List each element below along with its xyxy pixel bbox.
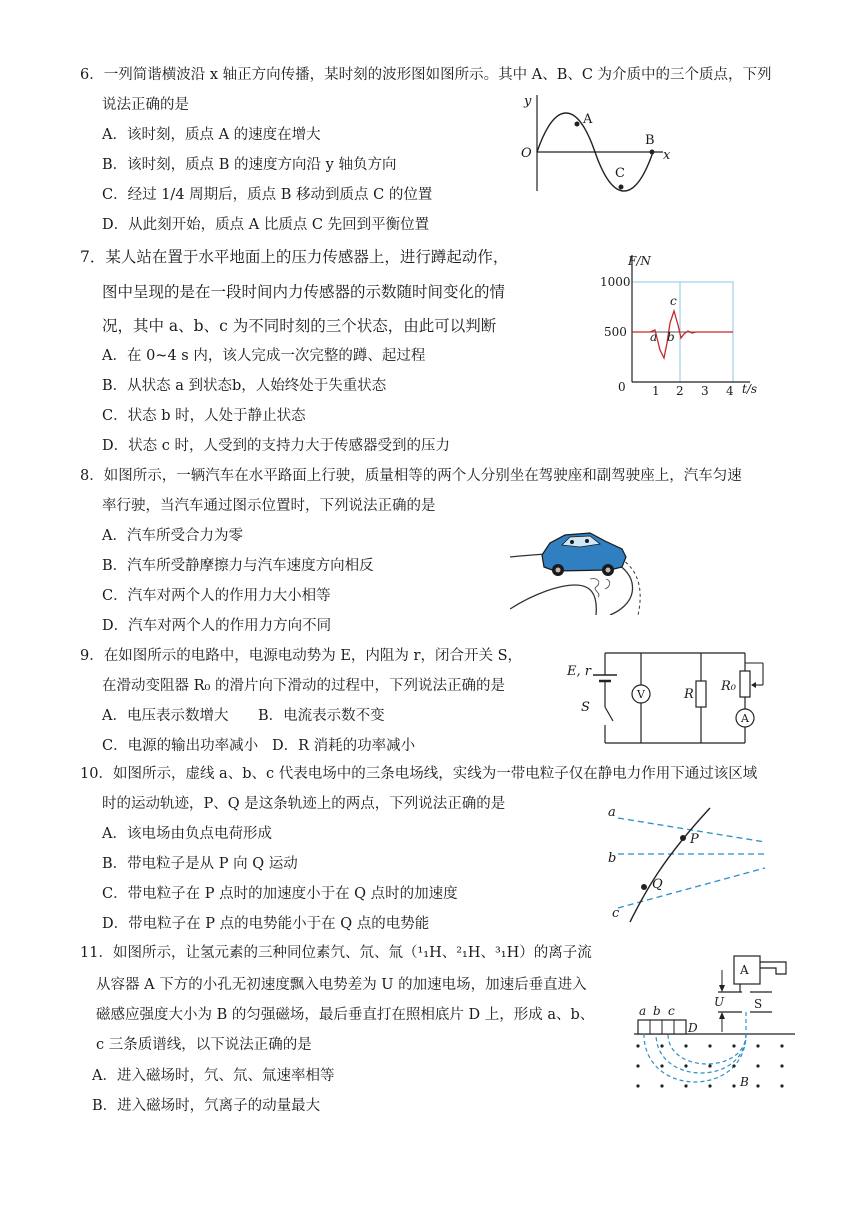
q8-car-body	[542, 533, 626, 576]
q7-xtick-3: 3	[701, 384, 709, 398]
q7-option-b[interactable]: B．从状态 a 到状态b，人始终处于失重状态	[102, 378, 387, 394]
q7-state-c: c	[670, 294, 677, 308]
q10-label-a: a	[608, 805, 616, 820]
q11-mass-spectrometer-figure	[630, 950, 800, 1102]
q6-option-c[interactable]: C．经过 1/4 周期后，质点 B 移动到质点 C 的位置	[102, 187, 433, 203]
q10-trajectory	[630, 808, 710, 922]
q6-wave-figure	[515, 95, 675, 200]
q11-option-a[interactable]: A．进入磁场时，氕、氘、氚速率相等	[92, 1068, 335, 1084]
q10-label-q: Q	[652, 877, 663, 892]
q7-force-curve	[632, 311, 733, 358]
q9-label-r0: R₀	[721, 679, 736, 694]
q9-stem-line1: 9．在如图所示的电路中，电源电动势为 E，内阻为 r，闭合开关 S，	[80, 648, 522, 664]
q7-state-a: a	[650, 330, 658, 344]
q6-option-a[interactable]: A．该时刻，质点 A 的速度在增大	[102, 127, 321, 143]
q7-origin: 0	[618, 380, 626, 394]
q8-option-b[interactable]: B．汽车所受静摩擦力与汽车速度方向相反	[102, 558, 374, 574]
q6-stem-line1: 6．一列简谐横波沿 x 轴正方向传播，某时刻的波形图如图所示。其中 A、B、C 为介质中的三个质点，下列	[80, 67, 772, 83]
q11-label-b-field: B	[740, 1075, 749, 1089]
q6-label-a: A	[583, 112, 593, 127]
q9-option-d[interactable]: D．R 消耗的功率减小	[272, 738, 416, 754]
q6-option-d[interactable]: D．从此刻开始，质点 A 比质点 C 先回到平衡位置	[102, 217, 430, 233]
q10-field-figure	[600, 800, 775, 925]
q8-stem-line2: 率行驶，当汽车通过图示位置时，下列说法正确的是	[102, 498, 436, 514]
q6-point-c	[619, 185, 624, 190]
q7-xtick-2: 2	[676, 384, 684, 398]
q9-rheostat-r0	[740, 671, 750, 697]
q10-label-b: b	[608, 851, 617, 866]
q11-label-c: c	[668, 1004, 675, 1018]
q9-label-v: V	[637, 688, 645, 701]
q8-option-c[interactable]: C．汽车对两个人的作用力大小相等	[102, 588, 331, 604]
q9-label-r: R	[684, 687, 694, 702]
q7-y-label: F/N	[628, 254, 651, 268]
q6-stem-line2: 说法正确的是	[102, 97, 189, 113]
q10-option-d[interactable]: D．带电粒子在 P 点的电势能小于在 Q 点的电势能	[102, 916, 430, 932]
q9-resistor-r	[696, 681, 706, 707]
q9-option-c[interactable]: C．电源的输出功率减小	[102, 738, 259, 754]
q11-stem-line4: c 三条质谱线，以下说法正确的是	[96, 1037, 312, 1053]
q9-circuit-figure	[563, 645, 778, 750]
q11-label-container: A	[740, 963, 749, 977]
q7-option-d[interactable]: D．状态 c 时，人受到的支持力大于传感器受到的压力	[102, 438, 450, 454]
q7-x-label: t/s	[742, 382, 758, 396]
q11-option-b[interactable]: B．进入磁场时，氕离子的动量最大	[92, 1098, 321, 1114]
q7-force-graph	[600, 245, 770, 405]
q9-switch	[605, 707, 613, 721]
q9-label-s: S	[581, 700, 590, 715]
q11-label-d: D	[688, 1021, 698, 1035]
q11-stem-line3: 磁感应强度大小为 B 的匀强磁场，最后垂直打在照相底片 D 上，形成 a、b、	[96, 1007, 595, 1023]
q7-xtick-4: 4	[726, 384, 734, 398]
q10-point-p	[680, 835, 686, 841]
q10-option-b[interactable]: B．带电粒子是从 P 向 Q 运动	[102, 856, 298, 872]
q7-stem-line2: 图中呈现的是在一段时间内力传感器的示数随时间变化的情	[102, 283, 506, 301]
q6-label-c: C	[615, 166, 625, 181]
q9-label-a: A	[741, 712, 749, 725]
q11-label-b: b	[653, 1004, 661, 1018]
q9-stem-line2: 在滑动变阻器 R₀ 的滑片向下滑动的过程中，下列说法正确的是	[102, 678, 505, 694]
q8-stem-line1: 8．如图所示，一辆汽车在水平路面上行驶，质量相等的两个人分别坐在驾驶座和副驾驶座上，汽车匀速	[80, 468, 742, 484]
q10-point-q	[641, 884, 647, 890]
q7-option-a[interactable]: A．在 0~4 s 内，该人完成一次完整的蹲、起过程	[102, 348, 426, 364]
q10-stem-line1: 10．如图所示，虚线 a、b、c 代表电场中的三条电场线，实线为一带电粒子仅在静电力作用下通过该区域	[80, 766, 758, 782]
q10-option-a[interactable]: A．该电场由负点电荷形成	[102, 826, 272, 842]
q9-option-a[interactable]: A．电压表示数增大	[102, 708, 229, 724]
q6-y-label: y	[524, 95, 532, 109]
q8-option-a[interactable]: A．汽车所受合力为零	[102, 528, 243, 544]
q9-option-b[interactable]: B．电流表示数不变	[258, 708, 385, 724]
q11-track-c	[668, 1034, 746, 1064]
q6-point-a	[575, 122, 580, 127]
q8-car-figure	[510, 523, 660, 615]
q7-state-b: b	[667, 330, 675, 344]
q11-label-u: U	[714, 995, 725, 1009]
q10-stem-line2: 时的运动轨迹，P、Q 是这条轨迹上的两点，下列说法正确的是	[102, 796, 506, 812]
q11-stem-line2: 从容器 A 下方的小孔无初速度飘入电势差为 U 的加速电场，加速后垂直进入	[96, 977, 587, 993]
q6-label-b: B	[645, 133, 655, 148]
q11-magnetic-field-dots	[636, 1044, 783, 1087]
q6-point-b	[650, 150, 655, 155]
q7-stem-line3: 况，其中 a、b、c 为不同时刻的三个状态，由此可以判断	[102, 317, 497, 335]
q6-option-b[interactable]: B．该时刻，质点 B 的速度方向沿 y 轴负方向	[102, 157, 397, 173]
q7-xtick-1: 1	[652, 384, 660, 398]
q9-label-er: E, r	[567, 664, 591, 679]
q7-option-c[interactable]: C．状态 b 时，人处于静止状态	[102, 408, 306, 424]
q8-option-d[interactable]: D．汽车对两个人的作用力方向不同	[102, 618, 332, 634]
q6-origin-label: O	[521, 146, 532, 161]
q10-label-c: c	[612, 906, 620, 921]
q10-label-p: P	[690, 832, 699, 847]
q7-stem-line1: 7．某人站在置于水平地面上的压力传感器上，进行蹲起动作，	[80, 248, 509, 266]
q11-label-a: a	[639, 1004, 647, 1018]
q6-x-label: x	[663, 148, 671, 163]
q11-label-s: S	[754, 997, 763, 1011]
q11-stem-line1: 11．如图所示，让氢元素的三种同位素氕、氘、氚（¹₁H、²₁H、³₁H）的离子流	[80, 945, 592, 961]
q7-ytick-1000: 1000	[600, 275, 631, 289]
q10-option-c[interactable]: C．带电粒子在 P 点时的加速度小于在 Q 点时的加速度	[102, 886, 458, 902]
q7-ytick-500: 500	[604, 325, 627, 339]
